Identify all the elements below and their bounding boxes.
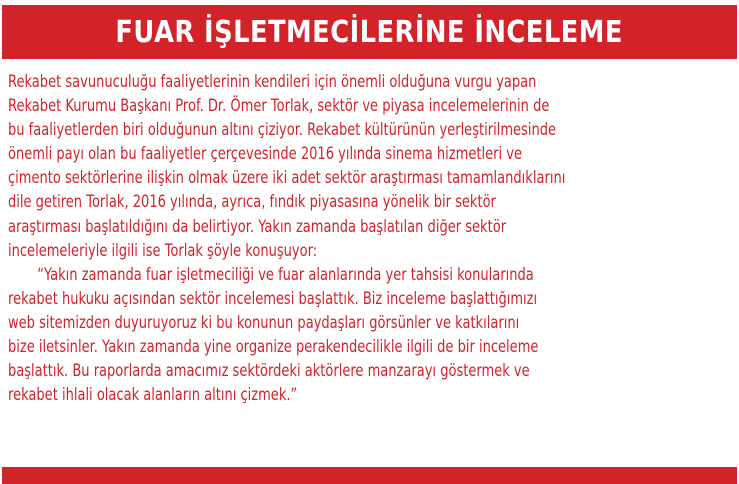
- header-band: [2, 5, 737, 59]
- quote-line: başlattık. Bu raporlarda amacımız sektördeki aktörlere manzarayı göstermek ve: [8, 361, 530, 381]
- body-line: Rekabet savunuculuğu faaliyetlerinin kendileri için önemli olduğuna vurgu yapan: [8, 72, 537, 91]
- quote-line: “Yakın zamanda fuar işletmeciliği ve fuar alanlarında yer tahsisi konularında: [37, 264, 534, 284]
- body-line: incelemeleriyle ilgili ise Torlak şöyle konuşuyor:: [8, 240, 318, 260]
- quote-line: bize iletsinler. Yakın zamanda yine organize perakendecilikle ilgili de bir inceleme: [8, 337, 539, 357]
- body-line: Rekabet Kurumu Başkanı Prof. Dr. Ömer Torlak, sektör ve piyasa incelemelerinin de: [8, 96, 550, 116]
- footer-band: [2, 467, 737, 484]
- body-line: çimento sektörlerine ilişkin olmak üzere iki adet sektör araştırması tamamlandıklarını: [8, 168, 566, 188]
- quote-line: web sitemizden duyuruyoruz ki bu konunun paydaşları görsünler ve katkılarını: [8, 312, 520, 332]
- body-line: dile getiren Torlak, 2016 yılında, ayrıca, fındık piyasasına yönelik bir sektör: [8, 192, 496, 212]
- body-line: önemli payı olan bu faaliyetler çerçevesinde 2016 yılında sinema hizmetleri ve: [8, 144, 522, 164]
- quote-line: rekabet ihlali olacak alanların altını çizmek.”: [8, 385, 298, 405]
- body-line: araştırması başlatıldığını da belirtiyor. Yakın zamanda başlatılan diğer sektör: [8, 216, 507, 236]
- article-title: FUAR İŞLETMECİLERİNE İNCELEME: [115, 14, 624, 50]
- quote-line: rekabet hukuku açısından sektör incelemesi başlattık. Biz inceleme başlattığımızı: [8, 288, 538, 308]
- article-body: [8, 70, 589, 407]
- body-line: bu faaliyetlerden biri olduğunun altını çiziyor. Rekabet kültürünün yerleştirilmesinde: [8, 120, 557, 140]
